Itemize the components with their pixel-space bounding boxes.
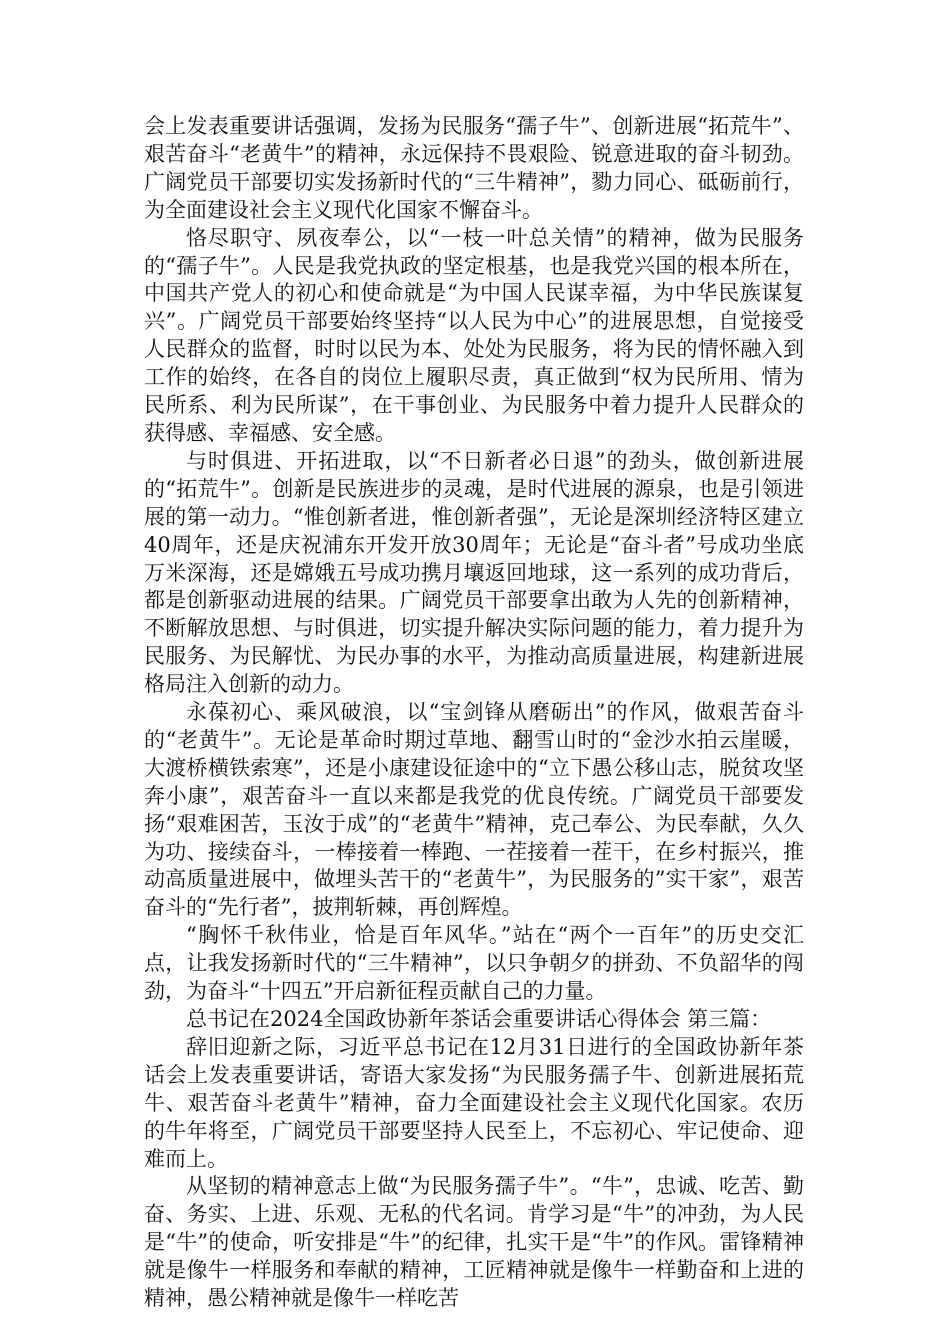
paragraph: 永葆初心、乘风破浪，以“宝剑锋从磨砺出”的作风，做艰苦奋斗的“老黄牛”。无论是革命时期过草地、翻雪山时的“金沙水拍云崖暖，大渡桥横铁索寒”，还是小康建设征途中的“立下愚公移山志，脱贫攻坚奔小康”，艰苦奋斗一直以来都是我党的优良传统。广阔党员干部要发扬“艰难困苦，玉汝于成”的“老黄牛”精神，克己奉公、为民奉献，久久为功、接续奋斗，一棒接着一棒跑、一茬接着一茬干，在乡村振兴，推动高质量进展中，做埋头苦干的“老黄牛”，为民服务的”实干家”，艰苦奋斗的“先行者”，披荆斩棘，再创辉煌。: [144, 700, 804, 920]
paragraph: 从坚韧的精神意志上做“为民服务孺子牛”。“牛”，忠诚、吃苦、勤奋、务实、上进、乐观、无私的代名词。肯学习是“牛”的冲劲，为人民是“牛”的使命，听安排是“牛”的纪律，扎实干是“牛”的作风。雷锋精神就是像牛一样服务和奉献的精神，工匠精神就是像牛一样勤奋和上进的精神，愚公精神就是像牛一样吃苦: [144, 1174, 804, 1311]
section-heading: 总书记在2024全国政协新年茶话会重要讲话心得体会 第三篇：: [186, 1007, 772, 1031]
paragraph: 会上发表重要讲话强调，发扬为民服务“孺子牛”、创新进展“拓荒牛”、艰苦奋斗“老黄牛”的精神，永远保持不畏艰险、锐意进取的奋斗韧劲。广阔党员干部要切实发扬新时代的“三牛精神”，勠力同心、砥砺前行，为全面建设社会主义现代化国家不懈奋斗。: [144, 114, 804, 222]
document-body: [144, 113, 804, 1313]
paragraph: 恪尽职守、夙夜奉公，以“一枝一叶总关情”的精神，做为民服务的“孺子牛”。人民是我党执政的坚定根基，也是我党兴国的根本所在，中国共产党人的初心和使命就是“为中国人民谋幸福，为中华民族谋复兴”。广阔党员干部要始终坚持“以人民为中心”的进展思想，自觉接受人民群众的监督，时时以民为本、处处为民服务，将为民的情怀融入到工作的始终，在各自的岗位上履职尽责，真正做到“权为民所用、情为民所系、利为民所谋”，在干事创业、为民服务中着力提升人民群众的获得感、幸福感、安全感。: [144, 225, 804, 445]
paragraph: 与时俱进、开拓进取，以“不日新者必日退”的劲头，做创新进展的“拓荒牛”。创新是民族进步的灵魂，是时代进展的源泉，也是引领进展的第一动力。“惟创新者进，惟创新者强”，无论是深圳经济特区建立40周年，还是庆祝浦东开发开放30周年；无论是“奋斗者”号成功坐底万米深海，还是嫦娥五号成功携月壤返回地球，这一系列的成功背后，都是创新驱动进展的结果。广阔党员干部要拿出敢为人先的创新精神，不断解放思想、与时俱进，切实提升解决实际问题的能力，着力提升为民服务、为民解忧、为民办事的水平，为推动高质量进展，构建新进展格局注入创新的动力。: [144, 448, 804, 697]
paragraph: 辞旧迎新之际，习近平总书记在12月31日进行的全国政协新年茶话会上发表重要讲话，寄语大家发扬“为民服务孺子牛、创新进展拓荒牛、艰苦奋斗老黄牛”精神，奋力全面建设社会主义现代化国家。农历的牛年将至，广阔党员干部要坚持人民至上，不忘初心、牢记使命、迎难而上。: [144, 1034, 804, 1171]
paragraph: “胸怀千秋伟业，恰是百年风华。”站在“两个一百年”的历史交汇点，让我发扬新时代的“三牛精神”，以只争朝夕的拼劲、不负韶华的闯劲，为奋斗“十四五”开启新征程贡献自己的力量。: [144, 923, 804, 1004]
